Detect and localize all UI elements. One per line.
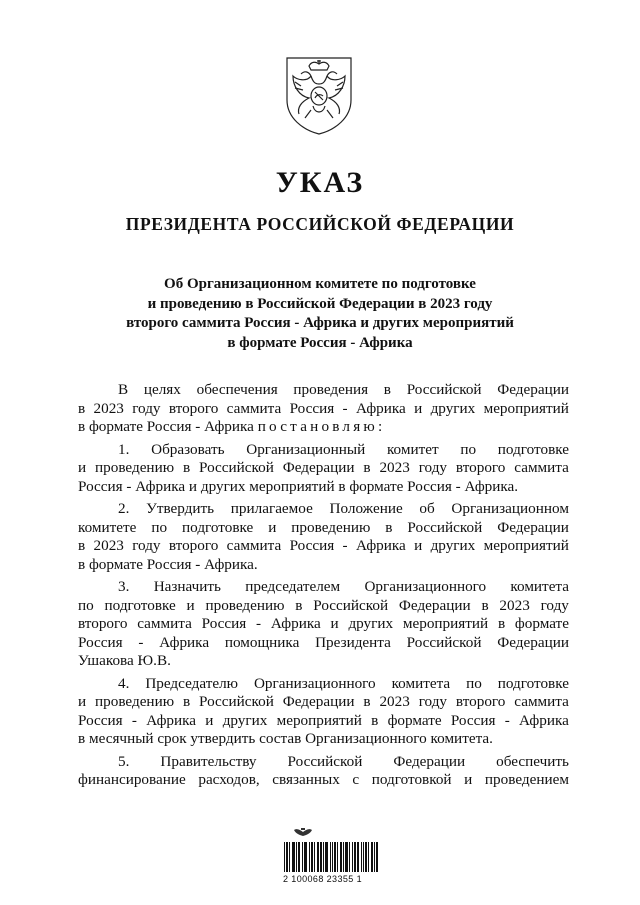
barcode-bar (289, 842, 290, 872)
barcode-bar (354, 842, 355, 872)
barcode-bar (352, 842, 353, 872)
decree-subject (70, 275, 570, 353)
barcode-bar (292, 842, 293, 872)
barcode-bar (306, 842, 307, 872)
justified-line: в 2023 году второго саммита Россия - Африка и других мероприятий (78, 399, 569, 417)
barcode-bar (325, 842, 326, 872)
barcode-number: 2 100068 23355 1 (283, 874, 362, 884)
barcode-bar (341, 842, 342, 872)
justified-line: 5. Правительству Российской Федерации обеспечить (118, 752, 569, 770)
item-1-paragraph (78, 441, 569, 497)
justified-line: 2. Утвердить прилагаемое Положение об Организационном (118, 500, 569, 517)
barcode-bar (323, 842, 324, 872)
barcode-bar (296, 842, 297, 872)
barcode-bar (335, 842, 336, 872)
subject-line: второго саммита Россия - Африка и других мероприятий (126, 315, 514, 331)
document-type-heading: УКАЗ (275, 166, 365, 199)
barcode-bar (355, 842, 356, 872)
barcode-bar (309, 842, 310, 872)
barcode-bar (311, 842, 312, 872)
barcode-bar (327, 842, 328, 872)
keyword-postanovlyayu: постановляю (257, 418, 378, 435)
barcode-bar (330, 842, 331, 872)
barcode-bar (346, 842, 347, 872)
barcode-bar (361, 842, 362, 872)
barcode-bar (347, 842, 348, 872)
preamble-paragraph (78, 381, 569, 437)
barcode-bar (371, 842, 372, 872)
subject-line: и проведению в Российской Федерации в 2023 году (147, 295, 493, 312)
barcode-bar (345, 842, 346, 872)
barcode-bar (340, 842, 341, 872)
barcode-bar (317, 842, 318, 872)
barcode-bar (326, 842, 327, 872)
barcode-bar (343, 842, 344, 872)
barcode-bar (299, 842, 300, 872)
barcode-bar (286, 842, 287, 872)
item-4-paragraph (78, 675, 569, 749)
barcode-bar (365, 842, 366, 872)
last-line: в формате Россия - Африка. (78, 555, 258, 573)
barcode-bar (294, 842, 295, 872)
barcode-bar (374, 842, 375, 872)
barcode-bar (312, 842, 313, 872)
barcode-bar (363, 842, 364, 872)
barcode-bar (293, 842, 294, 872)
barcode-bar (376, 842, 377, 872)
small-eagle-icon (292, 826, 314, 838)
text-span: в формате Россия - Африка (78, 418, 258, 435)
barcode-bar (334, 842, 335, 872)
item-2-paragraph (78, 500, 569, 574)
justified-line: Россия - Африка и других мероприятий в формате Россия - Африка (78, 711, 569, 729)
barcode-bar (302, 842, 303, 872)
barcode-bar (305, 842, 306, 872)
issuer-heading: ПРЕЗИДЕНТА РОССИЙСКОЙ ФЕДЕРАЦИИ (125, 214, 515, 234)
state-emblem-icon (281, 52, 357, 136)
justified-line: второго саммита Россия - Африка и других мероприятий в формате (78, 615, 569, 632)
barcode-bar (377, 842, 378, 872)
justified-line: 1. Образовать Организационный комитет по подготовке (118, 440, 569, 458)
barcode-bar (357, 842, 358, 872)
justified-line: и проведению в Российской Федерации в 2023 году второго саммита (78, 459, 569, 476)
item-3-paragraph (78, 578, 569, 671)
last-line: Россия - Африка и других мероприятий в формате Россия - Африка. (78, 477, 519, 495)
barcode-bar (314, 842, 315, 872)
barcode-bar (321, 842, 322, 872)
barcode-bar (287, 842, 288, 872)
justified-line: финансирование расходов, связанных с подготовкой и проведением (78, 771, 569, 788)
barcode-bar (368, 842, 369, 872)
subject-line: Об Организационном комитете по подготовке (164, 276, 476, 292)
barcode-bar (320, 842, 321, 872)
last-line: Ушакова Ю.В. (78, 652, 171, 669)
last-line: в месячный срок утвердить состав Организационного комитета. (78, 730, 493, 747)
barcode-bar (349, 842, 350, 872)
barcode-block (284, 826, 378, 886)
barcode-bar (332, 842, 333, 872)
barcode-bar (318, 842, 319, 872)
justified-line: по подготовке и проведению в Российской Федерации в 2023 году (78, 596, 569, 614)
barcode-bar (366, 842, 367, 872)
preamble-last-line (78, 418, 569, 437)
subject-line: в формате Россия - Африка (227, 334, 413, 351)
justified-line: комитете по подготовке и проведению в Российской Федерации (78, 518, 569, 536)
item-5-paragraph (78, 753, 569, 790)
justified-line: 3. Назначить председателем Организационного комитета (118, 578, 569, 595)
justified-line: Россия - Африка помощника Президента Российской Федерации (78, 633, 569, 651)
barcode-bar (372, 842, 373, 872)
barcode-bar (298, 842, 299, 872)
barcode-bar (284, 842, 285, 872)
barcode (284, 842, 378, 872)
justified-line: В целях обеспечения проведения в Российской Федерации (118, 381, 569, 398)
text-span: : (377, 418, 383, 435)
barcode-bar (358, 842, 359, 872)
decree-body (78, 381, 569, 790)
barcode-bar (337, 842, 338, 872)
justified-line: 4. Председателю Организационного комитета по подготовке (118, 674, 569, 692)
barcode-bar (304, 842, 305, 872)
justified-line: и проведению в Российской Федерации в 2023 году второго саммита (78, 693, 569, 710)
justified-line: в 2023 году второго саммита Россия - Африка и других мероприятий (78, 537, 569, 554)
